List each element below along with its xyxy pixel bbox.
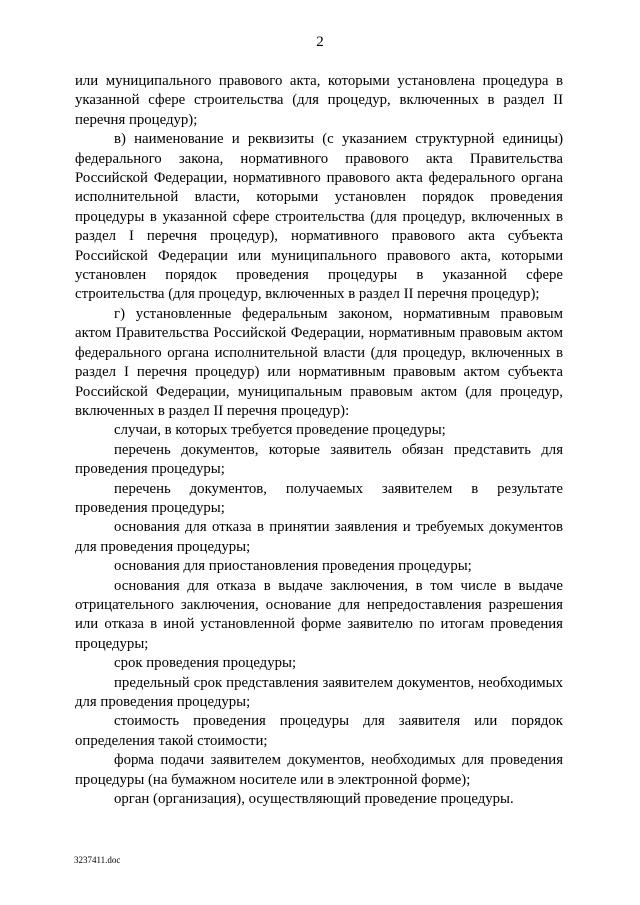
- list-item: перечень документов, получаемых заявителем в результате проведения процедуры;: [75, 480, 563, 516]
- list-item: основания для отказа в выдаче заключения, в том числе в выдаче отрицательного заключения, основание для непредоставления разрешения или отказа в иной установленной форме заявителю по итогам проведения процедуры;: [75, 577, 563, 652]
- body-text: [75, 72, 563, 809]
- list-item: случаи, в которых требуется проведение процедуры;: [114, 422, 446, 439]
- list-item: перечень документов, которые заявитель обязан представить для проведения процедуры;: [75, 441, 563, 478]
- file-name-footer: 3237411.doc: [74, 855, 121, 865]
- list-item: предельный срок представления заявителем документов, необходимых для проведения процедуры;: [75, 674, 563, 710]
- list-item: форма подачи заявителем документов, необходимых для проведения процедуры (на бумажном носителе или в электронной форме);: [75, 752, 563, 788]
- list-item: стоимость проведения процедуры для заявителя или порядок определения такой стоимости;: [75, 713, 563, 749]
- list-item: основания для приостановления проведения процедуры;: [114, 558, 472, 575]
- list-item: основания для отказа в принятии заявления и требуемых документов для проведения процедуры;: [75, 519, 563, 555]
- list-item: орган (организация), осуществляющий проведение процедуры.: [114, 791, 514, 808]
- paragraph-item-v: в) наименование и реквизиты (с указанием структурной единицы) федерального закона, нормативного правового акта Правительства Российской Федерации, нормативного правового акта федерального органа исполнительной власти, которыми установлен порядок проведения процедуры в указанной сфере строительства (для процедур, включенных в раздел I перечня процедур), нормативного правового акта субъекта Российской Федерации или муниципального правового акта, которыми установлен порядок проведения процедуры в указанной сфере строительства (для процедур, включенных в раздел II перечня процедур);: [75, 131, 563, 303]
- paragraph-item-g: г) установленные федеральным законом, нормативным правовым актом Правительства Российской Федерации, нормативным правовым актом федерального органа исполнительной власти (для процедур, включенных в раздел I перечня процедур) или нормативным правовым актом субъекта Российской Федерации, муниципальным правовым актом (для процедур, включенных в раздел II перечня процедур):: [75, 305, 563, 419]
- list-item: срок проведения процедуры;: [114, 655, 297, 672]
- paragraph-continuation: или муниципального правового акта, которыми установлена процедура в указанной сфере строительства (для процедур, включенных в раздел II перечня процедур);: [75, 73, 563, 128]
- page-number: 2: [316, 34, 324, 50]
